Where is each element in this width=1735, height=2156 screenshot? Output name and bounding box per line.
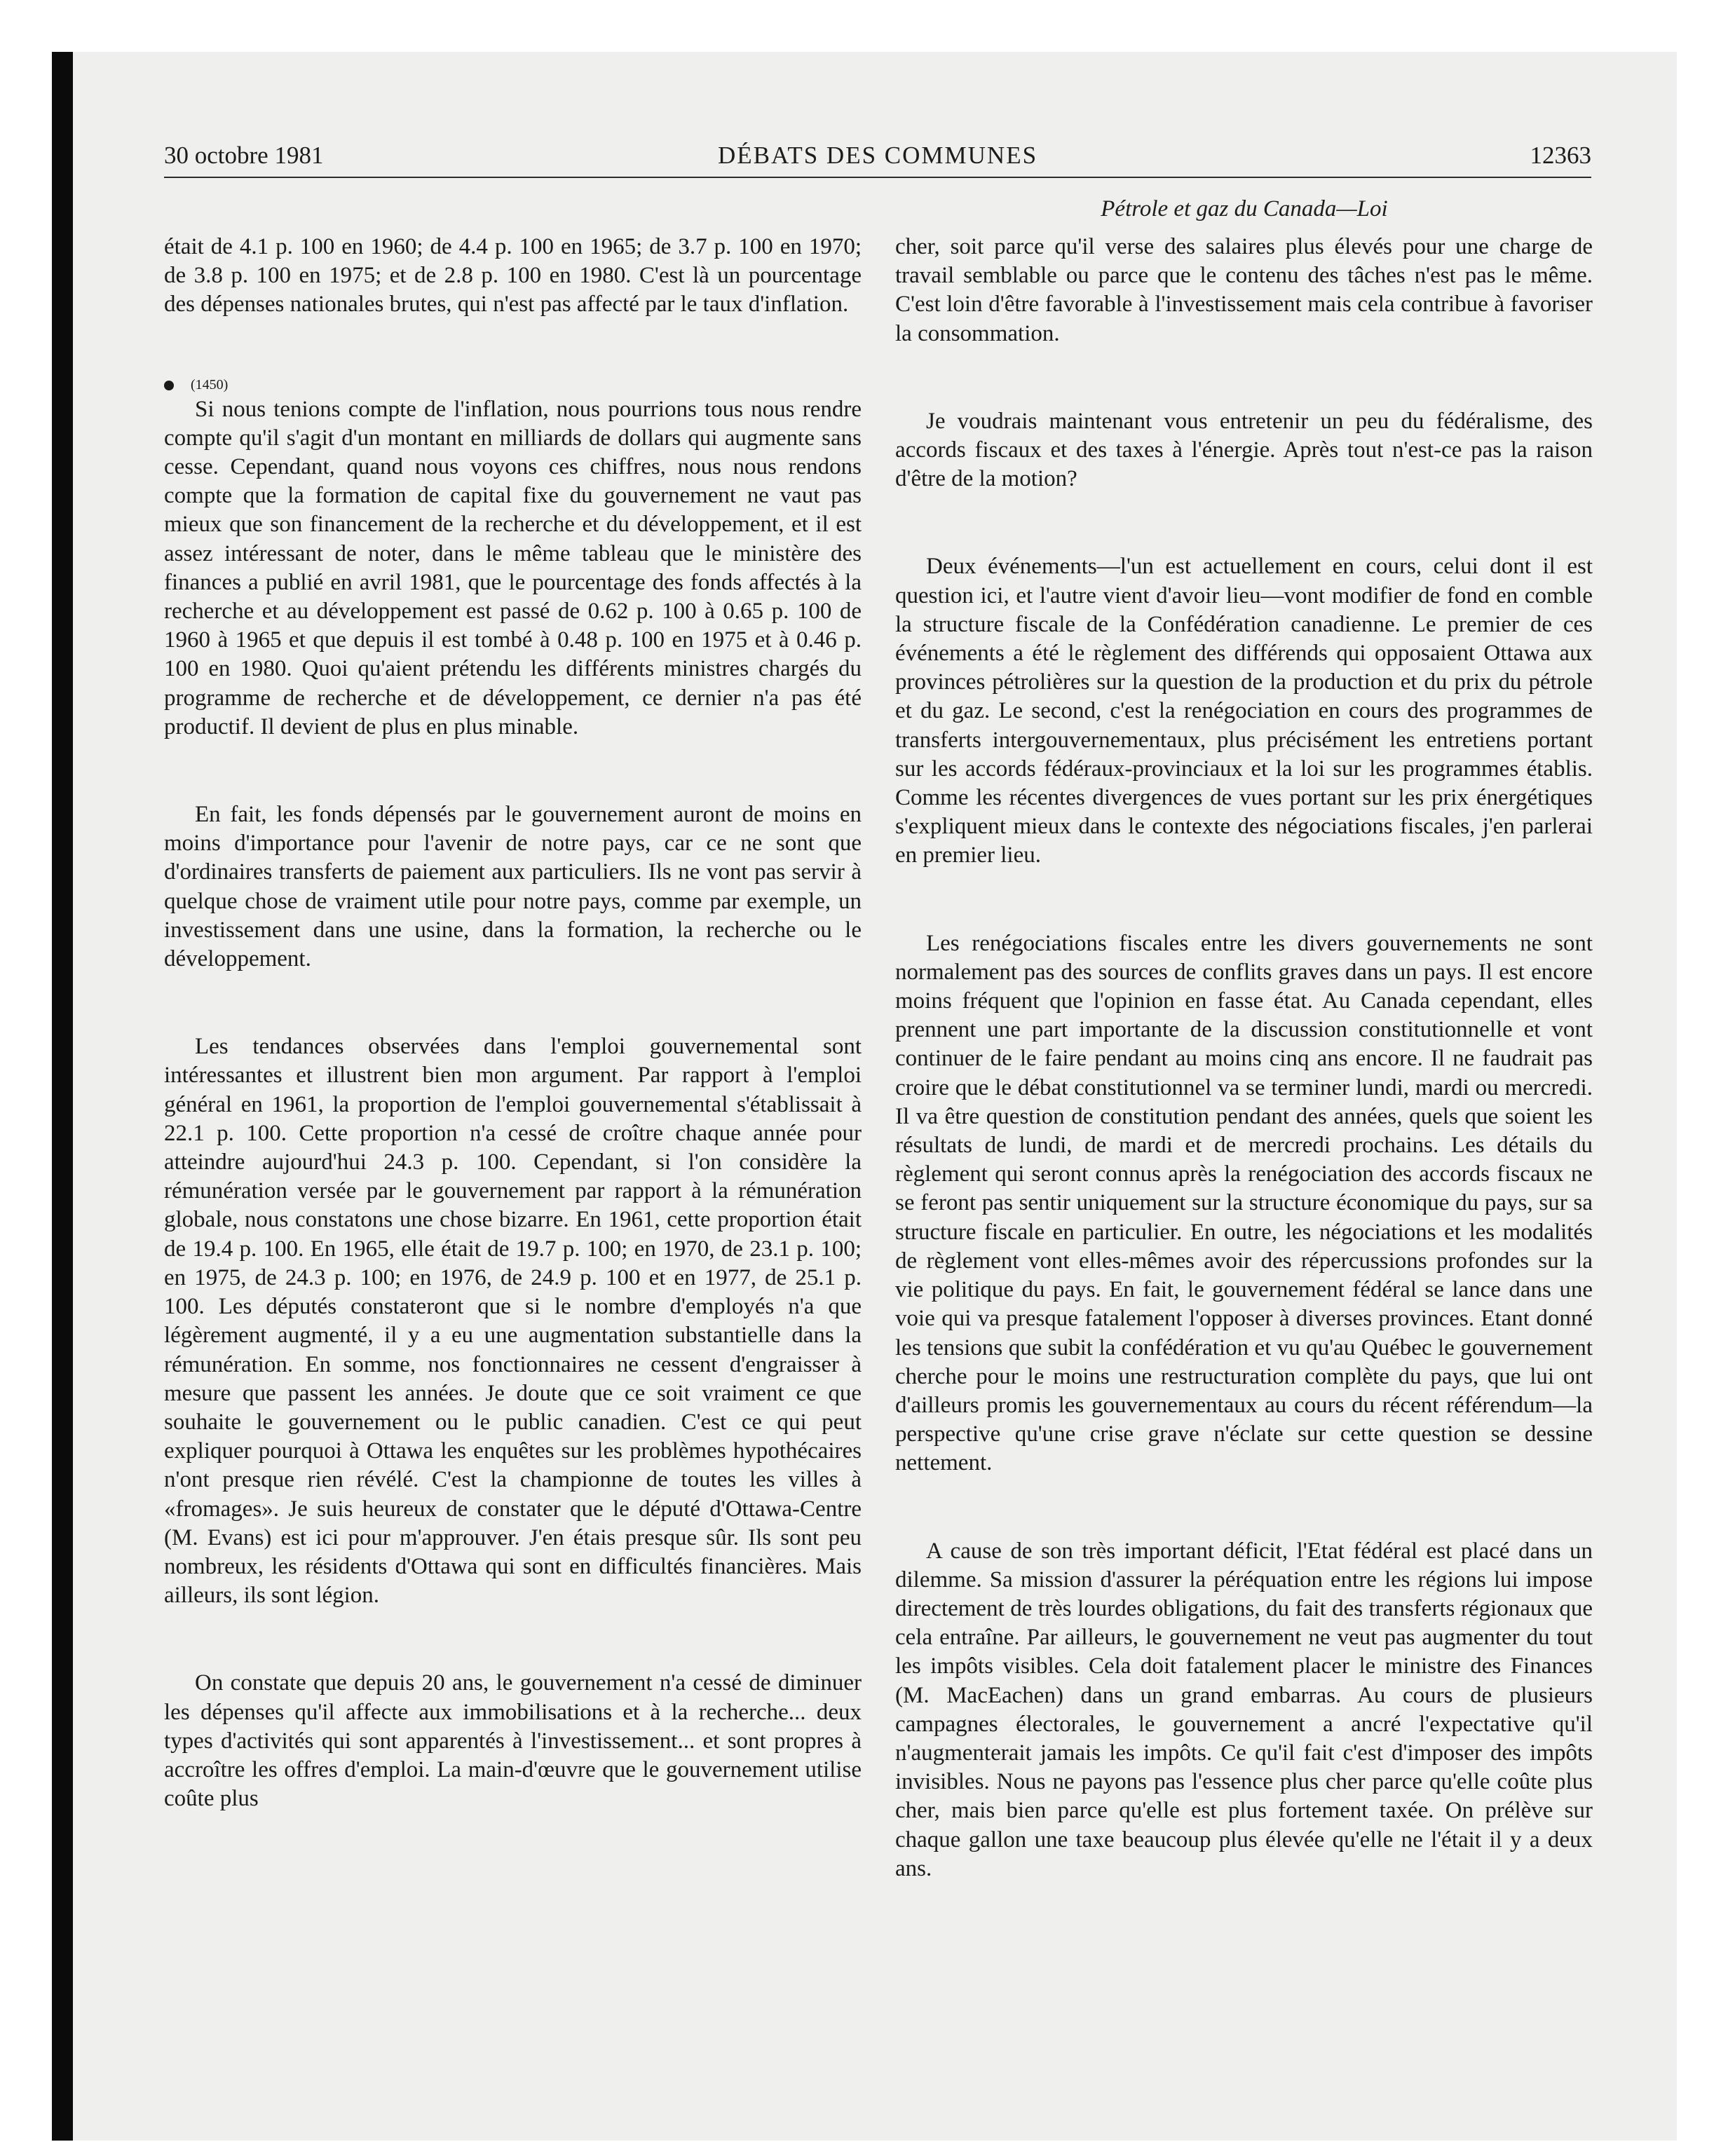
left-paragraph-3: En fait, les fonds dépensés par le gouvernement auront de moins en moins d'importance pour l'avenir de notre pays, car ce ne sont que d'ordinaires transferts de paiement aux particuliers. Ils ne vont pas servir à quelque chose de vraiment utile pour notre pays, comme par exemple, un investissement dans une usine, dans la formation, la recherche ou le développement. (164, 802, 862, 972)
time-marker (164, 374, 862, 395)
left-column (164, 233, 862, 1813)
header-date: 30 octobre 1981 (164, 142, 324, 169)
left-paragraph-4: Les tendances observées dans l'emploi gouvernemental sont intéressantes et illustrent bien mon argument. Par rapport à l'emploi général en 1961, la proportion de l'emploi gouvernemental s'établissait à 22.1 p. 100. Cette proportion n'a cessé de croître chaque année pour atteindre aujourd'hui 24.3 p. 100. Cependant, si l'on considère la rémunération versée par le gouvernement par rapport à la rémunération globale, nous constatons une chose bizarre. En 1961, cette proportion était de 19.4 p. 100. En 1965, elle était de 19.7 p. 100; en 1970, de 23.1 p. 100; en 1975, de 24.3 p. 100; en 1976, de 24.9 p. 100 et en 1977, de 25.1 p. 100. Les députés constateront que si le nombre d'employés n'a que légèrement augmenté, il y a eu une augmentation substantielle dans la rémunération. En somme, nos fonctionnaires ne cessent d'engraisser à mesure que passent les années. Je doute que ce soit vraiment ce que souhaite le gouvernement ou le public canadien. C'est ce qui peut expliquer pourquoi à Ottawa les enquêtes sur les problèmes hypothécaires n'ont presque rien révélé. C'est la championne de toutes les villes à «fromages». Je suis heureux de constater que le député d'Ottawa-Centre (M. Evans) est ici pour m'approuver. J'en étais presque sûr. Ils sont peu nombreux, les résidents d'Ottawa qui sont en difficultés financières. Mais ailleurs, ils sont légion. (164, 1034, 862, 1609)
right-paragraph-2: Je voudrais maintenant vous entretenir un peu du fédéralisme, des accords fiscaux et des taxes à l'énergie. Après tout n'est-ce pas la raison d'être de la motion? (895, 408, 1593, 492)
left-paragraph-5: On constate que depuis 20 ans, le gouvernement n'a cessé de diminuer les dépenses qu'il affecte aux immobilisations et à la recherche... deux types d'activités qui sont apparentés à l'investissement... et sont propres à accroître les offres d'emploi. La main-d'œuvre que le gouvernement utilise coûte plus (164, 1670, 862, 1812)
header-page-number: 12363 (1530, 142, 1591, 169)
right-paragraph-4: Les renégociations fiscales entre les divers gouvernements ne sont normalement pas des sources de conflits graves dans un pays. Il est encore moins fréquent que l'opinion en fasse état. Au Canada cependant, elles prennent une part importante de la discussion constitutionnelle et vont continuer de le faire pendant au moins cinq ans encore. Il ne faudrait pas croire que le débat constitutionnel va se terminer lundi, mardi ou mercredi. Il va être question de constitution pendant des années, quels que soient les résultats de lundi, de mardi et de mercredi prochains. Les détails du règlement qui seront connus après la renégociation des accords fiscaux ne se feront pas sentir uniquement sur la structure économique du pays, sur sa structure fiscale en particulier. En outre, les négociations et les modalités de règlement vont elles-mêmes avoir des répercussions profondes sur la vie politique du pays. En fait, le gouvernement fédéral se lance dans une voie qui va presque fatalement l'opposer à diverses provinces. Etant donné les tensions que subit la confédération et vu qu'au Québec le gouvernement cherche pour le moins une restructuration complète du pays, que lui ont d'ailleurs promis les gouvernementaux au cours du récent référendum—la perspective qu'une crise grave n'éclate sur cette question se dessine nettement. (895, 930, 1593, 1476)
left-paragraph-2: Si nous tenions compte de l'inflation, nous pourrions tous nous rendre compte qu'il s'agit d'un montant en milliards de dollars qui augmente sans cesse. Cependant, quand nous voyons ces chiffres, nous nous rendons compte que la formation de capital fixe du gouvernement ne vaut pas mieux que son financement de la recherche et du développement, et il est assez intéressant de noter, dans le même tableau que le ministère des finances a publié en avril 1981, que le pourcentage des fonds affectés à la recherche et au développement est passé de 0.62 p. 100 à 0.65 p. 100 de 1960 à 1965 et que depuis il est tombé à 0.48 p. 100 en 1975 et à 0.46 p. 100 en 1980. Quoi qu'aient prétendu les différents ministres chargés du programme de recherche et de développement, ce dernier n'a pas été productif. Il devient de plus en plus minable. (164, 396, 862, 739)
header-journal-title: DÉBATS DES COMMUNES (717, 142, 1038, 169)
page-header (164, 142, 1591, 178)
running-title: Pétrole et gaz du Canada—Loi (1101, 196, 1388, 221)
left-paragraph-1: était de 4.1 p. 100 en 1960; de 4.4 p. 100 en 1965; de 3.7 p. 100 en 1970; de 3.8 p. 100 en 1975; et de 2.8 p. 100 en 1980. C'est là un pourcentage des dépenses nationales brutes, qui n'est pas affecté par le taux d'inflation. (164, 234, 862, 318)
right-paragraph-1: cher, soit parce qu'il verse des salaires plus élevés pour une charge de travail semblable ou parce que le contenu des tâches n'est pas le même. C'est loin d'être favorable à l'investissement mais cela contribue à favoriser la consommation. (895, 234, 1593, 346)
right-column (895, 233, 1593, 1883)
bullet-dot-icon (164, 381, 174, 390)
right-paragraph-3: Deux événements—l'un est actuellement en cours, celui dont il est question ici, et l'autre vient d'avoir lieu—vont modifier de fond en comble la structure fiscale de la Confédération canadienne. Le premier de ces événements a été le règlement des différends qui opposaient Ottawa aux provinces pétrolières sur la question de la production et du prix du pétrole et du gaz. Le second, c'est la renégociation en cours des programmes de transferts intergouvernementaux, plus précisément les entretiens portant sur les accords fédéraux-provinciaux et la loi sur les programmes établis. Comme les récentes divergences de vues portant sur les prix énergétiques s'expliquent mieux dans le contexte des négociations fiscales, j'en parlerai en premier lieu. (895, 554, 1593, 868)
time-marker-label: (1450) (191, 376, 229, 393)
right-paragraph-5: A cause de son très important déficit, l'Etat fédéral est placé dans un dilemme. Sa mission d'assurer la péréquation entre les régions lui impose directement de très lourdes obligations, du fait des transferts régionaux que cela entraîne. Par ailleurs, le gouvernement ne veut pas augmenter du tout les impôts visibles. Cela doit fatalement placer le ministre des Finances (M. MacEachen) dans un grand embarras. Au cours de plusieurs campagnes électorales, le gouvernement a ancré l'expectative qu'il n'augmenterait jamais les impôts. Ce qu'il fait c'est d'imposer des impôts invisibles. Nous ne payons pas l'essence plus cher parce qu'elle coûte plus cher, mais bien parce qu'elle est plus fortement taxée. On prélève sur chaque gallon une taxe beaucoup plus élevée qu'elle ne l'était il y a deux ans. (895, 1538, 1593, 1881)
binding-edge (52, 52, 73, 2141)
